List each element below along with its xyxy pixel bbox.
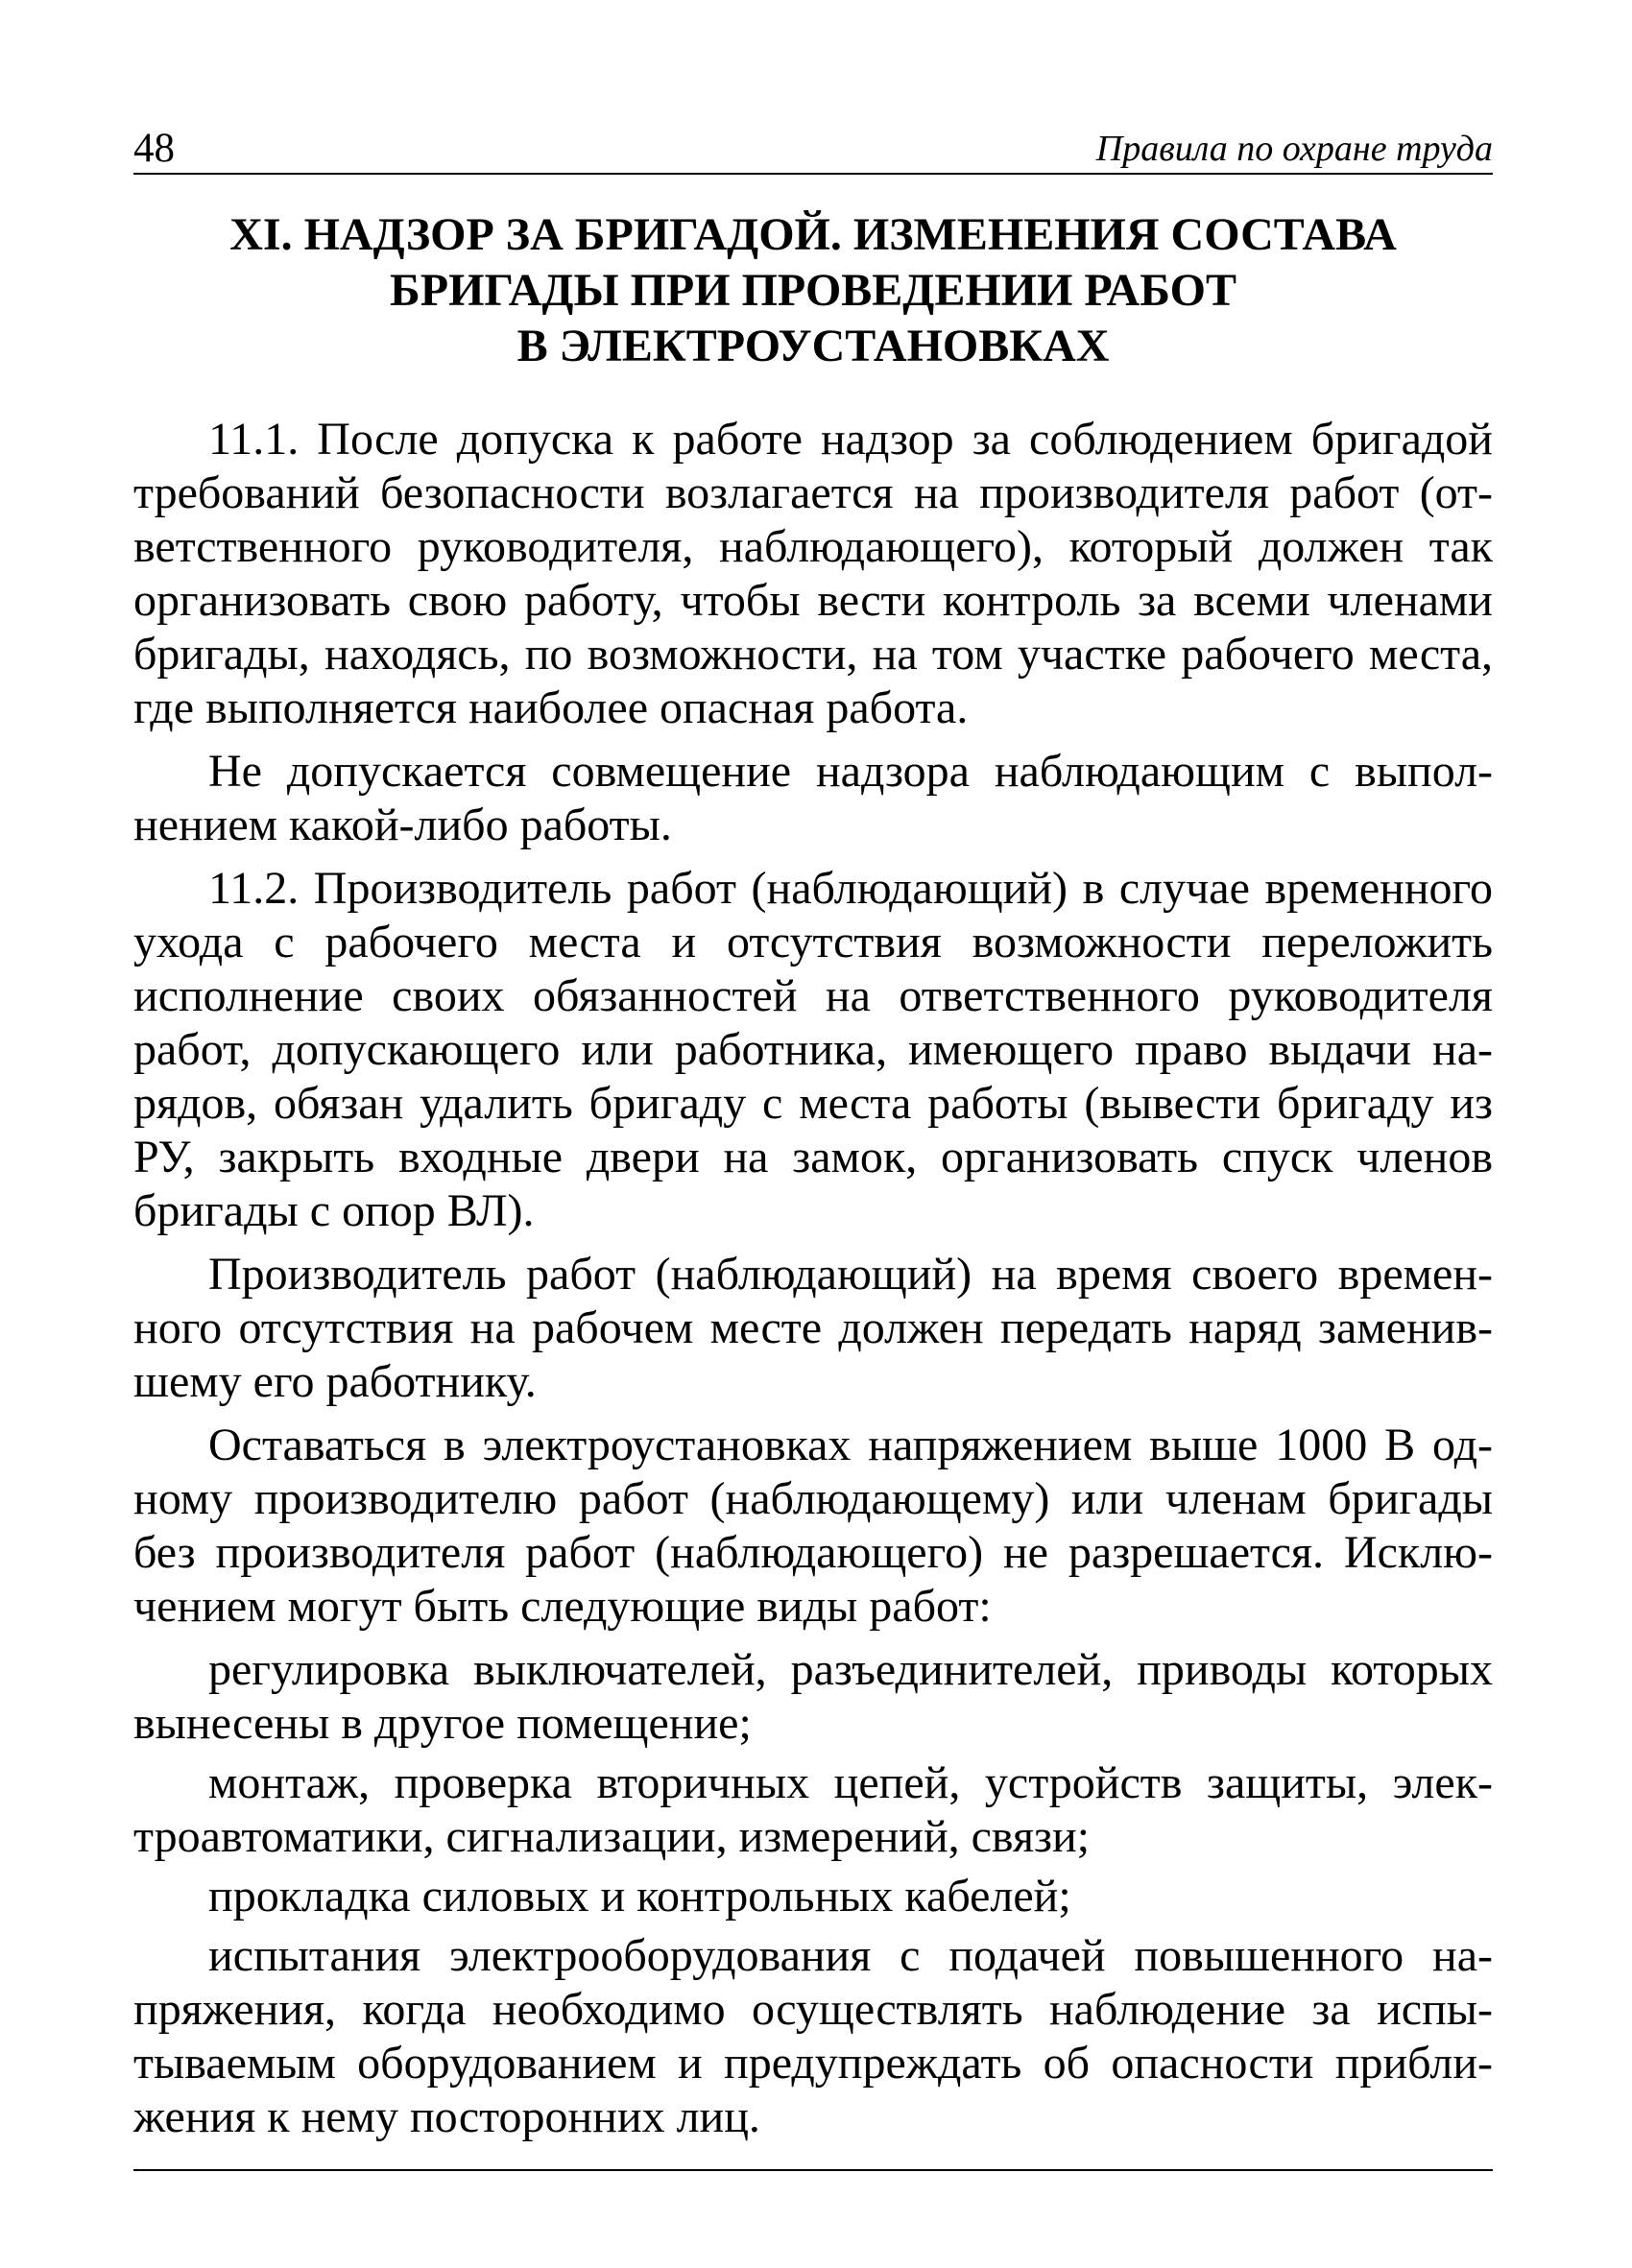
paragraph-11-2: 11.2. Производитель работ (наблюдающий) в случае временного ухода с рабочего места и отсутствия возможности переложить исполнение своих обязанностей на ответственного руководителя работ, допускающего или работника, имеющего право выдачи нарядов, обязан удалить бригаду с места работы (вывести бригаду из РУ, закрыть входные двери на замок, организовать спуск членов бригады с опор ВЛ).	[133, 863, 1493, 1236]
book-page	[133, 121, 1493, 2171]
paragraph-no-combining: Не допускается совмещение надзора наблюдающим с выполнением какой-либо работы.	[133, 746, 1493, 850]
page-number: 48	[133, 126, 175, 171]
paragraph-temporary-absence: Производитель работ (наблюдающий) на время своего временного отсутствия на рабочем месте должен передать наряд заменившему его работнику.	[133, 1249, 1493, 1407]
paragraph-11-1: 11.1. После допуска к работе надзор за соблюдением бригадой требований безопасности возлагается на производителя работ (ответственного руководителя, наблюдающего), который должен так организовать свою работу, чтобы вести контроль за всеми членами бригады, находясь, по возможности, на том участке рабочего места, где выполняется наиболее опасная работа.	[133, 414, 1493, 733]
list-item-cable-laying: прокладка силовых и контрольных кабелей;	[208, 1871, 1071, 1922]
body-text	[133, 413, 1493, 2144]
chapter-heading-line: В ЭЛЕКТРОУСТАНОВКАХ	[516, 321, 1110, 371]
list-item-secondary-circuits: монтаж, проверка вторичных цепей, устройств защиты, электроавтоматики, сигнализации, измерений, связи;	[133, 1757, 1493, 1862]
list-item-high-voltage-testing: испытания электрооборудования с подачей повышенного напряжения, когда необходимо осуществлять наблюдение за испытываемым оборудованием и предупреждать об опасности приближения к нему посторонних лиц.	[133, 1930, 1493, 2142]
chapter-heading-line: БРИГАДЫ ПРИ ПРОВЕДЕНИИ РАБОТ	[390, 265, 1236, 316]
paragraph-exceptions-intro: Оставаться в электроустановках напряжением выше 1000 В одному производителю работ (наблюдающему) или членам бригады без производителя работ (наблюдающего) не разрешается. Исключением могут быть следующие виды работ:	[133, 1420, 1493, 1632]
chapter-heading-line: XI. НАДЗОР ЗА БРИГАДОЙ. ИЗМЕНЕНИЯ СОСТАВА	[229, 209, 1397, 260]
running-title: Правила по охране труда	[1095, 129, 1493, 169]
chapter-heading	[133, 207, 1493, 374]
bottom-divider	[133, 2169, 1493, 2171]
list-item-switch-adjustment: регулировка выключателей, разъединителей, приводы которых вынесены в другое помещение;	[133, 1644, 1493, 1749]
running-header	[133, 121, 1493, 175]
